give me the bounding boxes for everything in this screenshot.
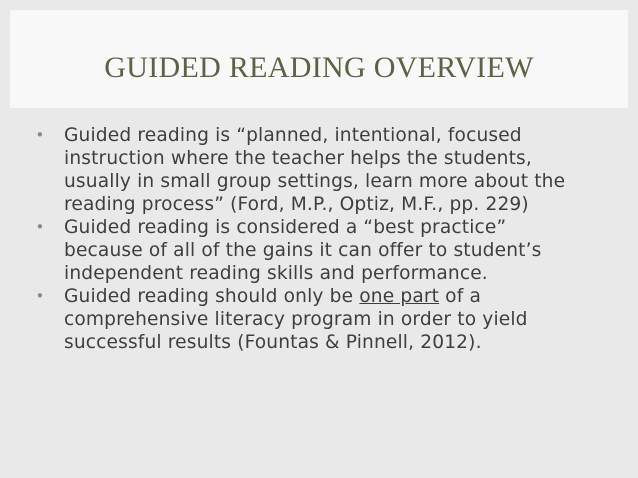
bullet-text-line: because of all of the gains it can offer to student’s [64,240,542,261]
bullet-text-line: Guided reading is “planned, intentional, focused [64,125,522,146]
slide-title: GUIDED READING OVERVIEW [104,51,534,84]
bullet-text-line: successful results (Fountas & Pinnell, 2012). [64,332,482,353]
bullet-list [30,124,620,354]
bullet-text-segment: of a [439,286,481,307]
bullet-item [30,124,620,216]
bullet-marker: • [35,218,45,236]
bullet-text-line: independent reading skills and performance. [64,263,488,284]
bullet-text-line: instruction where the teacher helps the students, [64,148,532,169]
bullet-text-line: Guided reading is considered a “best practice” [64,217,507,238]
bullet-text-line: reading process” (Ford, M.P., Optiz, M.F., pp. 229) [64,194,529,215]
bullet-text-segment: Guided reading should only be [64,286,360,307]
bullet-item [30,216,620,285]
bullet-marker: • [35,287,45,305]
bullet-text-line: comprehensive literacy program in order to yield [64,309,528,330]
bullet-item [30,285,620,354]
bullet-marker: • [35,126,45,144]
bullet-text-line [64,285,620,308]
underlined-phrase: one part [359,286,440,307]
title-band [10,10,628,108]
bullet-text-line: usually in small group settings, learn more about the [64,171,566,192]
